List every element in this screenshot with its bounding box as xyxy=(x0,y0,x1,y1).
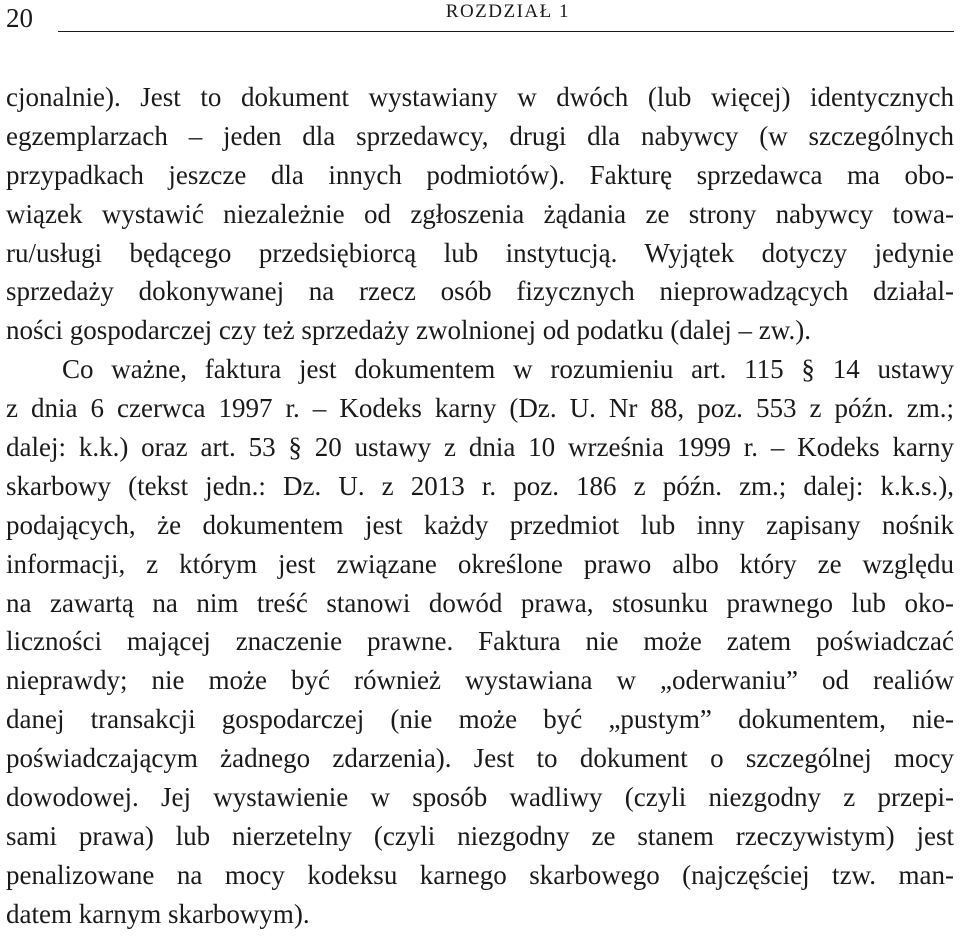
text-line: danej transakcji gospodarczej (nie może być „pustym” dokumentem, nie- xyxy=(6,704,954,735)
page-number: 20 xyxy=(6,3,33,33)
text-line: nieprawdy; nie może być również wystawiana w „oderwaniu” od realiów xyxy=(6,665,954,696)
text-line: informacji, z którym jest związane określone prawo albo który ze względu xyxy=(6,548,954,579)
text-line: sami prawa) lub nierzetelny (czyli niezgodny ze stanem rzeczywistym) jest xyxy=(6,820,954,851)
text-line: dowodowej. Jej wystawienie w sposób wadliwy (czyli niezgodny z przepi- xyxy=(6,782,954,813)
text-line: liczności mającej znaczenie prawne. Faktura nie może zatem poświadczać xyxy=(6,626,954,657)
header-rule xyxy=(58,31,954,32)
running-header xyxy=(6,0,954,38)
paragraph-first-line: Co ważne, faktura jest dokumentem w rozumieniu art. 115 § 14 ustawy xyxy=(62,354,954,385)
text-line: skarbowy (tekst jedn.: Dz. U. z 2013 r. poz. 186 z późn. zm.; dalej: k.k.s.), xyxy=(6,470,954,501)
text-line: egzemplarzach – jeden dla sprzedawcy, drugi dla nabywcy (w szczególnych xyxy=(6,120,954,151)
text-line: ru/usługi będącego przedsiębiorcą lub instytucją. Wyjątek dotyczy jedynie xyxy=(6,237,954,268)
text-line: podających, że dokumentem jest każdy przedmiot lub inny zapisany nośnik xyxy=(6,509,954,540)
body-text xyxy=(6,78,954,934)
text-line: dalej: k.k.) oraz art. 53 § 20 ustawy z dnia 10 września 1999 r. – Kodeks karny xyxy=(6,432,954,463)
text-line: poświadczającym żadnego zdarzenia). Jest to dokument o szczególnej mocy xyxy=(6,743,954,774)
text-line: penalizowane na mocy kodeksu karnego skarbowego (najczęściej tzw. man- xyxy=(6,859,954,890)
text-line: z dnia 6 czerwca 1997 r. – Kodeks karny (Dz. U. Nr 88, poz. 553 z późn. zm.; xyxy=(6,393,954,424)
text-line: sprzedaży dokonywanej na rzecz osób fizycznych nieprowadzących działal- xyxy=(6,276,954,307)
text-line: wiązek wystawić niezależnie od zgłoszenia żądania ze strony nabywcy towa- xyxy=(6,198,954,229)
text-line: datem karnym skarbowym). xyxy=(6,898,310,929)
text-line: cjonalnie). Jest to dokument wystawiany w dwóch (lub więcej) identycznych xyxy=(6,82,954,112)
text-line: ności gospodarczej czy też sprzedaży zwolnionej od podatku (dalej – zw.). xyxy=(6,315,811,346)
text-line: na zawartą na nim treść stanowi dowód prawa, stosunku prawnego lub oko- xyxy=(6,587,954,618)
text-line: przypadkach jeszcze dla innych podmiotów). Fakturę sprzedawca ma obo- xyxy=(6,159,954,190)
chapter-title: ROZDZIAŁ 1 xyxy=(440,0,576,24)
